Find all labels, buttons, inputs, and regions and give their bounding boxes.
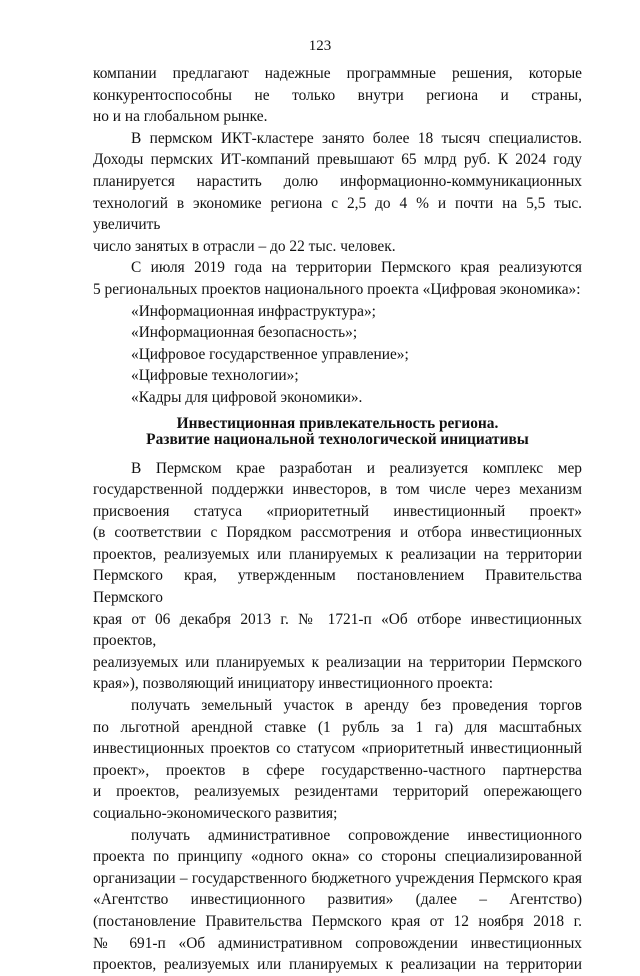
paragraph-line: компании предлагают надежные программные решения, которые: [93, 65, 582, 82]
paragraph-line: края»), позволяющий инициатору инвестиционного проекта:: [93, 675, 493, 693]
paragraph-line: государственной поддержки инвесторов, в том числе через механизм: [93, 481, 582, 499]
paragraph-line: С июля 2019 года на территории Пермского края реализуются: [131, 259, 582, 277]
heading-line-1: Инвестиционная привлекательность региона.: [176, 414, 499, 432]
section-digital-economy: [93, 63, 582, 301]
paragraph-line: края от 06 декабря 2013 г. № 1721-п «Об отборе инвестиционных проектов,: [93, 610, 582, 650]
paragraph-line: планируется нарастить долю информационно-коммуникационных: [93, 172, 582, 190]
paragraph-line: Доходы пермских ИТ-компаний превышают 65 млрд руб. К 2024 году: [93, 151, 582, 169]
paragraph-line: проект», проектов в сфере государственно-частного партнерства: [93, 761, 582, 779]
list-item: «Информационная безопасность»;: [131, 324, 358, 342]
paragraph-line: но и на глобальном рынке.: [93, 108, 268, 126]
paragraph-line: В Пермском крае разработан и реализуется комплекс мер: [131, 459, 582, 477]
paragraph-line: проекта по принципу «одного окна» со стороны специализированной: [93, 848, 582, 866]
list-item: «Цифровое государственное управление»;: [131, 345, 409, 363]
paragraph-line: № 691-п «Об административном сопровождении инвестиционных: [93, 934, 582, 952]
section-investment: [93, 458, 582, 976]
paragraph-line: проектов, реализуемых или планируемых к реализации на территории: [93, 545, 582, 563]
paragraph-line: проектов, реализуемых или планируемых к реализации на территории: [93, 956, 582, 974]
paragraph-line: «Агентство инвестиционного развития» (далее – Агентство): [93, 891, 582, 909]
paragraph-line: получать земельный участок в аренду без проведения торгов: [131, 697, 582, 715]
regional-projects-list: [93, 301, 582, 409]
paragraph-line: В пермском ИКТ-кластере занято более 18 тысяч специалистов.: [131, 129, 582, 147]
page-number: 123: [308, 38, 332, 54]
paragraph-line: организации – государственного бюджетного учреждения Пермского края: [93, 869, 582, 887]
paragraph-line: социально-экономического развития;: [93, 805, 338, 822]
paragraph-line: реализуемых или планируемых к реализации на территории Пермского: [93, 653, 582, 671]
section-heading: [93, 416, 582, 448]
paragraph-line: и проектов, реализуемых резидентами территорий опережающего: [93, 783, 582, 801]
document-body: [93, 63, 582, 976]
paragraph-line: конкурентоспособны не только внутри региона и страны,: [93, 86, 582, 104]
paragraph-line: 5 региональных проектов национального проекта «Цифровая экономика»:: [93, 280, 581, 298]
list-item: «Кадры для цифровой экономики».: [131, 388, 363, 406]
paragraph-line: инвестиционных проектов со статусом «приоритетный инвестиционный: [93, 740, 582, 758]
list-item: «Цифровые технологии»;: [131, 367, 299, 385]
paragraph-line: по льготной арендной ставке (1 рубль за 1 га) для масштабных: [93, 718, 582, 736]
paragraph-line: присвоения статуса «приоритетный инвестиционный проект»: [93, 502, 582, 520]
paragraph-line: число занятых в отрасли – до 22 тыс. человек.: [93, 237, 396, 255]
heading-line-2: Развитие национальной технологической инициативы: [146, 430, 529, 448]
paragraph-line: (в соответствии с Порядком рассмотрения и отбора инвестиционных: [93, 524, 582, 542]
list-item: «Информационная инфраструктура»;: [131, 302, 376, 320]
paragraph-line: Пермского края, утвержденным постановлением Правительства Пермского: [93, 567, 582, 607]
paragraph-line: (постановление Правительства Пермского края от 12 ноября 2018 г.: [93, 912, 582, 930]
paragraph-line: технологий в экономике региона с 2,5 до 4 % и почти на 5,5 тыс. увеличить: [93, 194, 582, 234]
paragraph-line: получать административное сопровождение инвестиционного: [131, 826, 582, 844]
